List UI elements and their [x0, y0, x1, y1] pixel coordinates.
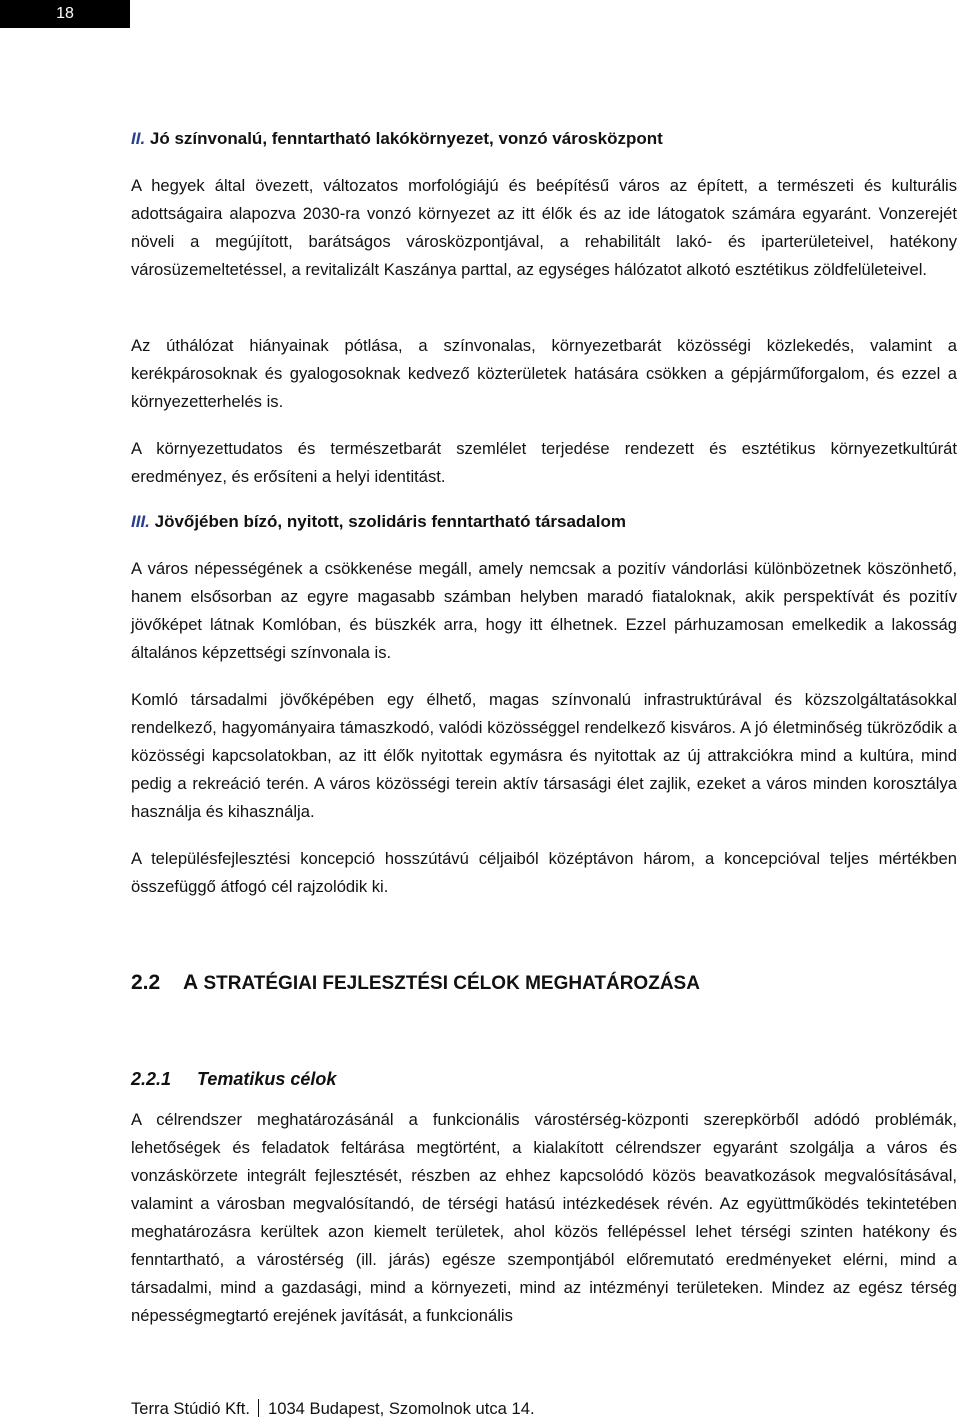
- page-footer: [131, 1397, 535, 1421]
- section-ii-heading: [131, 125, 957, 153]
- section-iii-paragraph-3: A településfejlesztési koncepció hosszútávú céljaiból középtávon három, a koncepcióval teljes mértékben összefüggő átfogó cél rajzolódik ki.: [131, 849, 957, 896]
- section-iii-heading: [131, 508, 957, 536]
- section-ii-title: Jó színvonalú, fenntartható lakókörnyezet, vonzó városközpont: [149, 129, 663, 148]
- section-2-2-title: STRATÉGIAI FEJLESZTÉSI CÉLOK MEGHATÁROZÁSA: [203, 973, 700, 994]
- section-ii-paragraph-1: A hegyek által övezett, változatos morfológiájú és beépítésű város az épített, a természeti és kulturális adottságaira alapozva 2030-ra vonzó környezet az itt élők és az ide látogatok számára egyaránt. Vonzerejét növeli a megújított, barátságos városközpontjával, a rehabilitált lakó- és iparterületeivel, hatékony városüzemeltetéssel, a revitalizált Kaszánya parttal, az egységes hálózatot alkotó esztétikus zöldfelületeivel.: [131, 176, 957, 279]
- footer-address: 1034 Budapest, Szomolnok utca 14.: [267, 1399, 535, 1418]
- section-2-2-1-title: Tematikus célok: [197, 1069, 337, 1089]
- section-ii-paragraph-3: A környezettudatos és természetbarát szemlélet terjedése rendezett és esztétikus környezetkultúrát eredményez, és erősíteni a helyi identitást.: [131, 439, 957, 486]
- section-iii-title: Jövőjében bízó, nyitott, szolidáris fenntartható társadalom: [154, 512, 626, 531]
- section-2-2-number: 2.2: [131, 971, 161, 994]
- section-2-2-title-initial: A: [183, 971, 199, 994]
- page-number: 18: [0, 0, 130, 28]
- section-iii-paragraph-1: A város népességének a csökkenése megáll, amely nemcsak a pozitív vándorlási különbözetnek köszönhető, hanem elsősorban az egyre magasabb számban helyben maradó fiataloknak, akik perspektívát és pozitív jövőképet látnak Komlóban, és büszkék arra, hogy itt élhetnek. Ezzel párhuzamosan emelkedik a lakosság általános képzettségi színvonala is.: [131, 559, 957, 662]
- section-2-2-1-heading: [131, 1065, 336, 1093]
- section-2-2-1-paragraph: A célrendszer meghatározásánál a funkcionális várostérség-központi szerepkörből adódó problémák, lehetőségek és feladatok feltárása megtörtént, a kialakított célrendszer egyaránt szolgálja a város és vonzáskörzete integrált fejlesztését, részben az ehhez kapcsolódó közös beavatkozások megvalósításával, valamint a városban megvalósítandó, de térségi hatású intézkedések révén. Az együttműködés tekintetében meghatározásra kerültek azon kiemelt területek, ahol közös fellépéssel lehet térségi szinten hatékony és fenntartható, a várostérség (ill. járás) egésze szempontjából előremutató eredményeket elérni, mind a társadalmi, mind a gazdasági, mind a környezeti, mind az intézményi területeken. Mindez az egész térség népességmegtartó erejének javítását, a funkcionális: [131, 1110, 957, 1325]
- section-ii-paragraph-2: Az úthálózat hiányainak pótlása, a színvonalas, környezetbarát közösségi közlekedés, valamint a kerékpárosoknak és gyalogosoknak kedvező közterületek hatására csökken a gépjárműforgalom, és ezzel a környezetterhelés is.: [131, 336, 957, 411]
- section-iii-number: III.: [131, 512, 150, 531]
- footer-separator: [258, 1399, 259, 1417]
- footer-company: Terra Stúdió Kft.: [131, 1399, 250, 1418]
- section-ii-number: II.: [131, 129, 146, 148]
- section-2-2-heading: [131, 969, 700, 998]
- section-2-2-1-number: 2.2.1: [131, 1069, 172, 1089]
- section-iii-paragraph-2: Komló társadalmi jövőképében egy élhető, magas színvonalú infrastruktúrával és közszolgáltatásokkal rendelkező, hagyományaira támaszkodó, valódi közösséggel rendelkező kisváros. A jó életminőség tükröződik a közösségi kapcsolatokban, az itt élők nyitottak egymásra és nyitottak az új attrakciókra mind a kultúra, mind pedig a rekreáció terén. A város közösségi terein aktív társasági élet zajlik, ezeket a város minden korosztálya használja és kihasználja.: [131, 690, 957, 821]
